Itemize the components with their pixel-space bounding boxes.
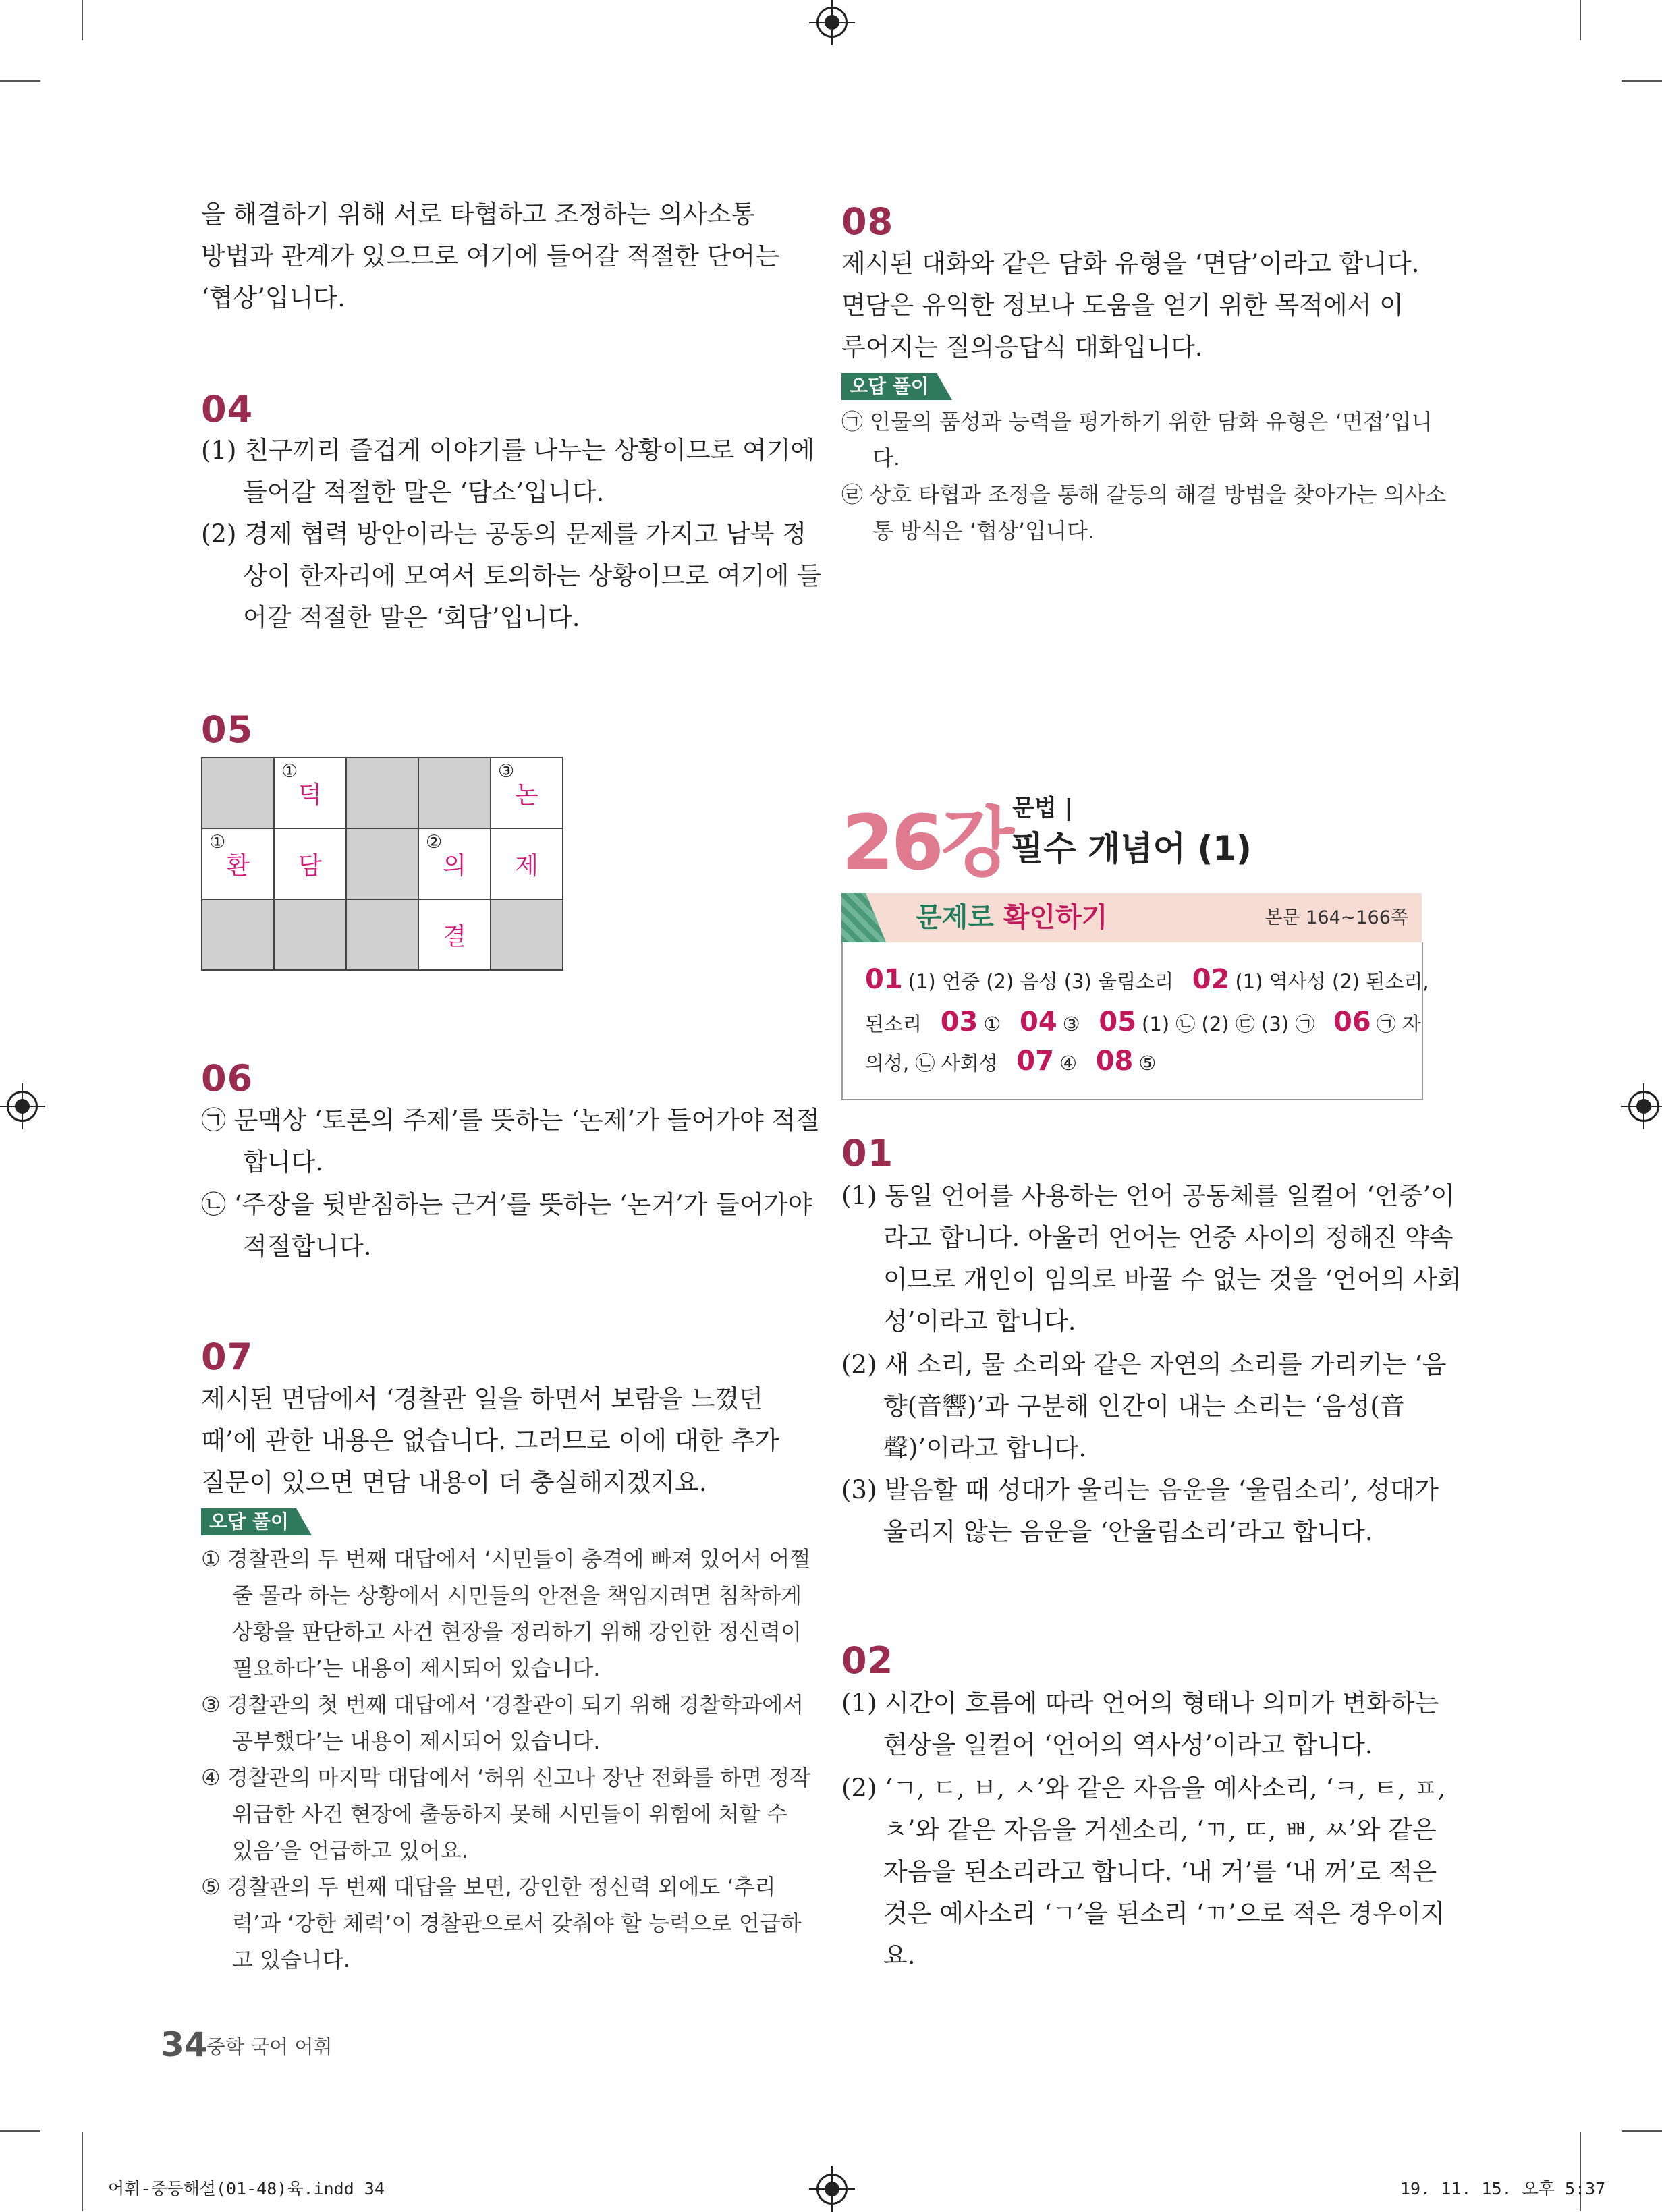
page-number: 34 (161, 2025, 208, 2064)
crop-mark (0, 80, 40, 82)
crossword-cell (491, 899, 563, 970)
question-06-item: ㉡ ‘주장을 뒷받침하는 근거’를 뜻하는 ‘논거’가 들어가야 적절합니다. (201, 1190, 812, 1261)
crossword-cell: 담 (274, 828, 346, 899)
check-title: 문제로 확인하기 (916, 902, 1108, 933)
crossword-cell (346, 899, 418, 970)
wrong-answer-item: ③ 경찰관의 첫 번째 대답에서 ‘경찰관이 되기 위해 경찰학과에서 공부했다’는 내용이 제시되어 있습니다. (201, 1692, 804, 1754)
crop-mark (82, 0, 83, 40)
print-slug-date: 19. 11. 15. 오후 5:37 (1400, 2179, 1606, 2199)
registration-mark-icon (7, 1091, 38, 1122)
answer-line: 01 (1) 언중 (2) 음성 (3) 울림소리 02 (1) 역사성 (2) 된소리, (865, 964, 1429, 995)
crop-mark (0, 2130, 40, 2132)
question-04-item: (2) 경제 협력 방안이라는 공동의 문제를 가지고 남북 정상이 한자리에 모여서 토의하는 상황이므로 여기에 들어갈 적절한 말은 ‘회담’입니다. (201, 519, 821, 632)
wrong-answer-item: ⑤ 경찰관의 두 번째 대답을 보면, 강인한 정신력 외에도 ‘추리력’과 ‘강한 체력’이 경찰관으로서 갖춰야 할 능력으로 언급하고 있습니다. (201, 1874, 802, 1973)
question-07-body: 제시된 면담에서 ‘경찰관 일을 하면서 보람을 느꼈던 때’에 관한 내용은 없습니다. 그러므로 이에 대한 추가 질문이 있으면 면담 내용이 더 충실해지겠지요. (201, 1384, 779, 1497)
crossword-cell: ③ 논 (491, 758, 563, 828)
question-02-item: (1) 시간이 흐름에 따라 언어의 형태나 의미가 변화하는 현상을 일컬어 ‘언어의 역사성’이라고 합니다. (841, 1689, 1439, 1759)
crossword-cell: 제 (491, 828, 563, 899)
crop-mark (1622, 2130, 1662, 2132)
registration-mark-icon (1628, 1091, 1659, 1122)
lesson-title: 필수 개념어 (1) (1011, 829, 1252, 868)
crossword-cell (346, 828, 418, 899)
question-01-number: 01 (841, 1132, 894, 1174)
crop-mark (82, 2132, 83, 2211)
stripe-decoration (841, 893, 886, 942)
intro-paragraph: 을 해결하기 위해 서로 타협하고 조정하는 의사소통 방법과 관계가 있으므로 여기에 들어갈 적절한 단어는 ‘협상’입니다. (201, 200, 779, 312)
crossword-cell: ① 환 (202, 828, 274, 899)
crop-mark (1622, 80, 1662, 82)
wrong-answer-tag: 오답 풀이 (201, 1508, 312, 1535)
question-02-number: 02 (841, 1639, 894, 1682)
question-08-body: 제시된 대화와 같은 담화 유형을 ‘면담’이라고 합니다. 면담은 유익한 정보나 도움을 얻기 위한 목적에서 이루어지는 질의응답식 대화입니다. (841, 249, 1420, 362)
wrong-answer-item: ㉠ 인물의 품성과 능력을 평가하기 위한 담화 유형은 ‘면접’입니다. (841, 409, 1433, 471)
crossword-grid (201, 757, 563, 971)
crossword-cell (274, 899, 346, 970)
question-06-item: ㉠ 문맥상 ‘토론의 주제’를 뜻하는 ‘논제’가 들어가야 적절합니다. (201, 1106, 820, 1176)
lesson-category: 문법 | (1012, 795, 1073, 822)
question-04-item: (1) 친구끼리 즐겁게 이야기를 나누는 상황이므로 여기에 들어갈 적절한 말은 ‘담소’입니다. (201, 436, 815, 507)
crop-mark (1580, 0, 1581, 40)
crossword-cell (346, 758, 418, 828)
crossword-cell (202, 758, 274, 828)
question-05-number: 05 (201, 708, 254, 751)
registration-mark-icon (816, 7, 848, 38)
question-07-number: 07 (201, 1336, 254, 1378)
answer-line: 된소리 03 ① 04 ③ 05 (1) ㉡ (2) ㉢ (3) ㉠ 06 ㉠ 자 (865, 1006, 1421, 1038)
question-06-number: 06 (201, 1057, 254, 1100)
crossword-cell: ① 덕 (274, 758, 346, 828)
question-01-item: (1) 동일 언어를 사용하는 언어 공동체를 일컬어 ‘언중’이라고 합니다. 아울러 언어는 언중 사이의 정해진 약속이므로 개인이 임의로 바꿀 수 없는 것을 ‘언어의 사회성’이라고 합니다. (841, 1181, 1462, 1336)
question-02-item: (2) ‘ㄱ, ㄷ, ㅂ, ㅅ’와 같은 자음을 예사소리, ‘ㅋ, ㅌ, ㅍ, ㅊ’와 같은 자음을 거센소리, ‘ㄲ, ㄸ, ㅃ, ㅆ’와 같은 자음을 된소리라고 합니다. ‘내 거’를 ‘내 꺼’로 적은 것은 예사소리 ‘ㄱ’을 된소리 ‘ㄲ’으로 적은 경우이지요. (841, 1774, 1446, 1970)
answer-line: 의성, ㉡ 사회성 07 ④ 08 ⑤ (865, 1046, 1157, 1077)
wrong-answer-item: ① 경찰관의 두 번째 대답에서 ‘시민들이 충격에 빠져 있어서 어쩔 줄 몰라 하는 상황에서 시민들의 안전을 책임지려면 침착하게 상황을 판단하고 사건 현장을 정리하기 위해 강인한 정신력이 필요하다’는 내용이 제시되어 있습니다. (201, 1546, 811, 1681)
print-slug-file: 어휘-중등해설(01-48)육.indd 34 (108, 2179, 385, 2199)
crossword-cell (418, 758, 491, 828)
check-header-bar (841, 893, 1422, 942)
crossword-cell: 결 (418, 899, 491, 970)
wrong-answer-tag: 오답 풀이 (841, 373, 952, 400)
question-01-item: (2) 새 소리, 물 소리와 같은 자연의 소리를 가리키는 ‘음향(音響)’과 구분해 인간이 내는 소리는 ‘음성(音聲)’이라고 합니다. (841, 1350, 1447, 1463)
registration-mark-icon (816, 2174, 848, 2205)
question-01-item: (3) 발음할 때 성대가 울리는 음운을 ‘울림소리’, 성대가 울리지 않는 음운을 ‘안울림소리’라고 합니다. (841, 1475, 1439, 1546)
crossword-cell (202, 899, 274, 970)
book-title: 중학 국어 어휘 (206, 2035, 333, 2058)
wrong-answer-item: ㉣ 상호 타협과 조정을 통해 갈등의 해결 방법을 찾아가는 의사소통 방식은 ‘협상’입니다. (841, 482, 1447, 544)
check-pages: 본문 164~166쪽 (1265, 907, 1408, 928)
crossword-cell: ② 의 (418, 828, 491, 899)
question-04-number: 04 (201, 388, 254, 430)
question-08-number: 08 (841, 200, 894, 243)
wrong-answer-item: ④ 경찰관의 마지막 대답에서 ‘허위 신고나 장난 전화를 하면 정작 위급한 사건 현장에 출동하지 못해 시민들이 위험에 처할 수 있음’을 언급하고 있어요. (201, 1765, 811, 1863)
lesson-number: 26강 (841, 799, 1012, 887)
